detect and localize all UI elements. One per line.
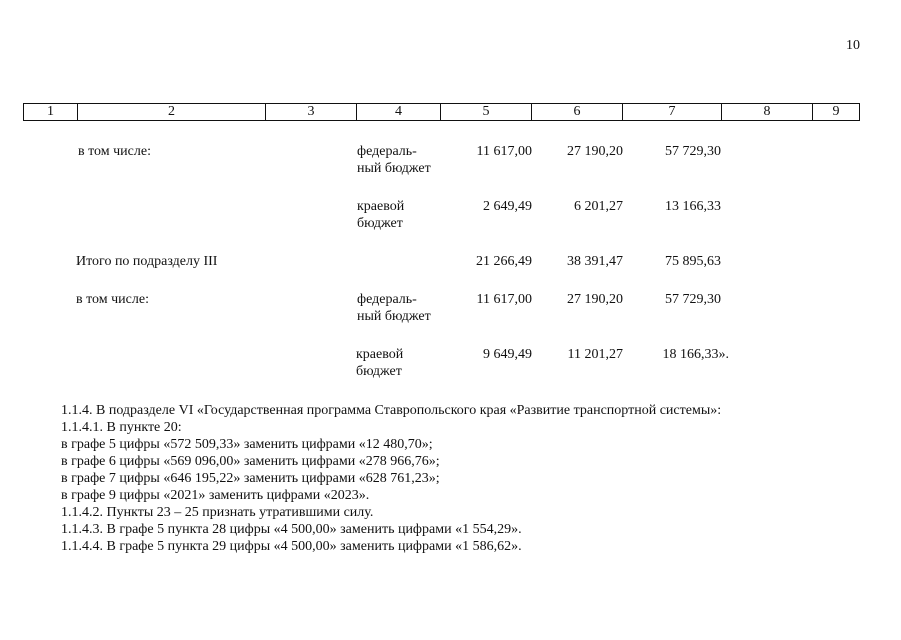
header-cell-8: 8: [722, 104, 813, 121]
body-text-line: 1.1.4. В подразделе VI «Государственная программа Ставропольского края «Развитие транспортной системы»:: [61, 403, 722, 418]
row-value-col6: 27 190,20: [567, 292, 623, 307]
row-source-line2: ный бюджет: [357, 161, 431, 176]
header-cell-3: 3: [266, 104, 357, 121]
row-value-col6: 6 201,27: [574, 199, 623, 214]
body-text-line: в графе 9 цифры «2021» заменить цифрами «2023».: [61, 488, 370, 503]
row-source-line1: краевой: [356, 347, 404, 362]
column-number-header: [23, 103, 860, 121]
body-text-line: в графе 7 цифры «646 195,22» заменить цифрами «628 761,23»;: [61, 471, 440, 486]
header-cell-6: 6: [532, 104, 623, 121]
row-source-line2: ный бюджет: [357, 309, 431, 324]
row-value-col7: 57 729,30: [665, 292, 721, 307]
row-label: в том числе:: [78, 144, 151, 159]
header-cell-5: 5: [441, 104, 532, 121]
body-text-line: в графе 5 цифры «572 509,33» заменить цифрами «12 480,70»;: [61, 437, 433, 452]
row-source-line1: федераль-: [357, 144, 417, 159]
header-cell-4: 4: [357, 104, 441, 121]
row-value-col6: 11 201,27: [567, 347, 623, 362]
header-cell-7: 7: [623, 104, 722, 121]
row-value-col5: 2 649,49: [483, 199, 532, 214]
header-cell-9: 9: [813, 104, 860, 121]
row-value-col7: 57 729,30: [665, 144, 721, 159]
body-text-line: 1.1.4.1. В пункте 20:: [61, 420, 182, 435]
row-value-col7: 75 895,63: [665, 254, 721, 269]
row-source-line2: бюджет: [357, 216, 403, 231]
row-source-line1: краевой: [357, 199, 405, 214]
row-label: Итого по подразделу III: [76, 254, 218, 269]
page-number: 10: [846, 38, 860, 53]
row-label: в том числе:: [76, 292, 149, 307]
row-source-line1: федераль-: [357, 292, 417, 307]
row-value-col5: 11 617,00: [476, 144, 532, 159]
body-text-line: в графе 6 цифры «569 096,00» заменить цифрами «278 966,76»;: [61, 454, 440, 469]
row-value-col5: 11 617,00: [476, 292, 532, 307]
row-value-col5: 9 649,49: [483, 347, 532, 362]
body-text-line: 1.1.4.2. Пункты 23 – 25 признать утратившими силу.: [61, 505, 374, 520]
header-cell-2: 2: [78, 104, 266, 121]
row-source-line2: бюджет: [356, 364, 402, 379]
header-cell-1: 1: [24, 104, 78, 121]
row-value-col7: 18 166,33».: [662, 347, 729, 362]
row-value-col6: 38 391,47: [567, 254, 623, 269]
row-value-col7: 13 166,33: [665, 199, 721, 214]
row-value-col6: 27 190,20: [567, 144, 623, 159]
body-text-line: 1.1.4.4. В графе 5 пункта 29 цифры «4 500,00» заменить цифрами «1 586,62».: [61, 539, 522, 554]
body-text-line: 1.1.4.3. В графе 5 пункта 28 цифры «4 500,00» заменить цифрами «1 554,29».: [61, 522, 522, 537]
row-value-col5: 21 266,49: [476, 254, 532, 269]
